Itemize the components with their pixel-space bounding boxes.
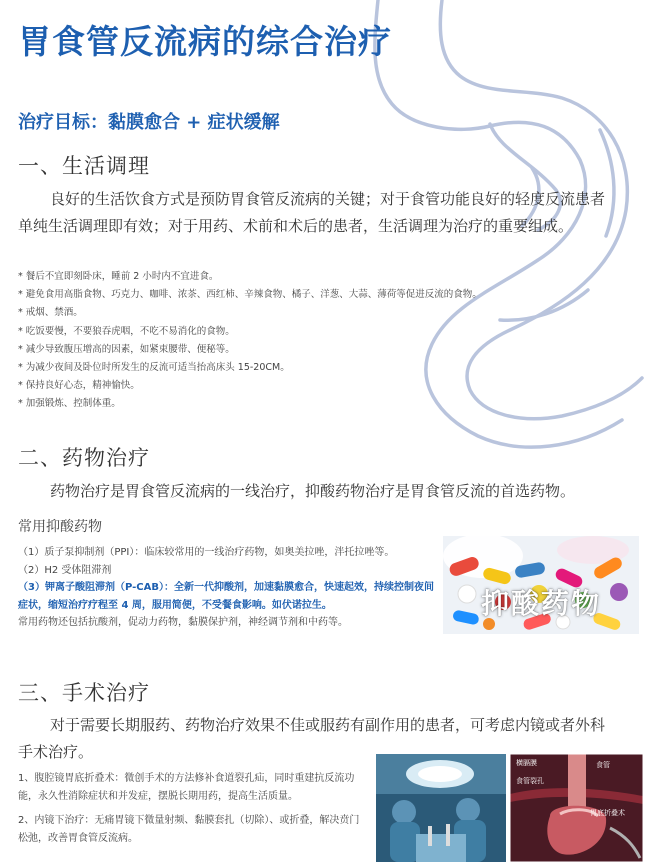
list-item: 1、腹腔镜胃底折叠术：微创手术的方法修补食道裂孔疝，同时重建抗反流功能，永久性消除症状和并发症，摆脱长期用药，提高生活质量。 [18,773,355,802]
diagram-label-fundoplication: 胃底折叠术 [590,809,625,817]
section-medication-heading: 二、药物治疗 [18,446,150,470]
drug-list [18,544,438,632]
list-item: * 为减少夜间及卧位时所发生的反流可适当抬高床头 15-20CM。 [18,362,290,374]
list-item: * 加强锻炼、控制体重。 [18,398,121,410]
section-medication-paragraph: 药物治疗是胃食管反流病的一线治疗，抑酸药物治疗是胃食管反流的首选药物。 [50,482,576,500]
list-item: * 戒烟、禁酒。 [18,307,83,319]
fundoplication-diagram [510,754,643,862]
common-drugs-subheading: 常用抑酸药物 [18,519,102,535]
operating-room-illustration [376,754,506,862]
diagram-label-esophagus: 食管 [596,761,610,769]
list-item: 2、内镜下治疗：无痛胃镜下微量射频、黏膜套扎（切除）、或折叠，解决贲门松弛，改善胃食管反流病。 [18,815,360,844]
list-item: 常用药物还包括抗酸剂，促动力药物，黏膜保护剂，神经调节剂和中药等。 [18,617,348,628]
treatment-goal: 治疗目标：黏膜愈合 + 症状缓解 [18,112,280,133]
section-lifestyle-heading: 一、生活调理 [18,154,150,178]
list-item-highlight: （3）钾离子酸阻滞剂（P-CAB）：全新一代抑酸剂，加速黏膜愈合，快速起效，持续控制夜间症状，缩短治疗疗程至 4 周，服用简便，不受餐食影响。如伏诺拉生。 [18,582,434,611]
list-item: * 餐后不宜即刻卧床，睡前 2 小时内不宜进食。 [18,271,219,282]
list-item: （1）质子泵抑制剂（PPI）：临床较常用的一线治疗药物，如奥美拉唑，泮托拉唑等。 [18,547,395,558]
list-item: * 吃饭要慢，不要狼吞虎咽，不吃不易消化的食物。 [18,325,235,337]
section-lifestyle-paragraph: 良好的生活饮食方式是预防胃食管反流病的关键；对于食管功能良好的轻度反流患者单纯生活调理即有效；对于用药、术前和术后的患者，生活调理为治疗的重要组成。 [18,190,606,235]
list-item: * 保持良好心态，精神愉快。 [18,380,140,392]
page-title: 胃食管反流病的综合治疗 [18,22,392,61]
section-surgery-heading: 三、手术治疗 [18,681,150,705]
diagram-label-hiatus: 食管裂孔 [516,777,544,785]
pills-photo-caption: 抑酸药物 [480,587,601,620]
lifestyle-tips-list [18,268,618,414]
list-item: * 减少导致腹压增高的因素，如紧束腰带、便秘等。 [18,343,235,355]
surgery-list [18,770,363,854]
surgery-photo [376,754,506,862]
list-item: * 避免食用高脂食物、巧克力、咖啡、浓茶、西红柿、辛辣食物、橘子、洋葱、大蒜、薄荷等促进反流的食物。 [18,289,482,301]
pills-photo [443,536,639,634]
section-surgery-paragraph: 对于需要长期服药、药物治疗效果不佳或服药有副作用的患者，可考虑内镜或者外科手术治疗。 [18,716,606,761]
diagram-label-diaphragm: 横膈膜 [516,759,537,767]
list-item: （2）H2 受体阻滞剂 [18,564,112,576]
